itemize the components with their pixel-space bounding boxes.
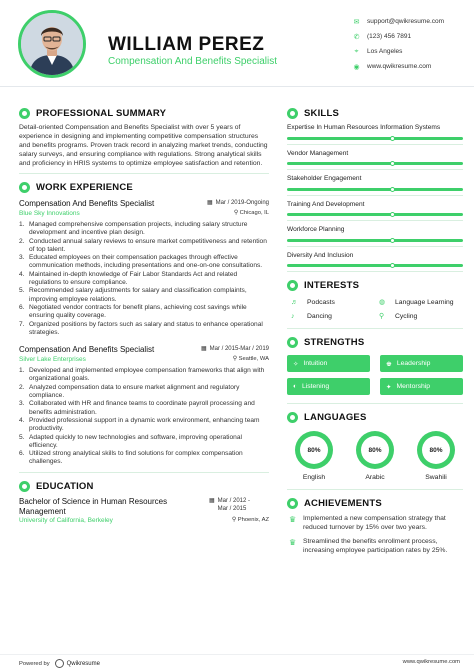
- globe-icon: ◍: [379, 299, 386, 306]
- powered-by-text: Powered by: [19, 660, 50, 667]
- interest-item: ◍ Language Learning: [379, 298, 454, 306]
- section-bullet-icon: [19, 108, 30, 119]
- education-date-start: Mar / 2012: [217, 497, 247, 504]
- job-title: Compensation And Benefits Specialist: [19, 345, 155, 355]
- achievements-section: [287, 498, 463, 555]
- skill-divider: [287, 144, 463, 145]
- skill-divider: [287, 220, 463, 221]
- skill-level-knob: [390, 238, 395, 243]
- language-percent: 80%: [422, 436, 450, 464]
- job-date: [201, 345, 269, 352]
- languages-section: [287, 412, 463, 490]
- footer-website-link[interactable]: www.qwikresume.com: [402, 659, 460, 665]
- skill-item: [287, 150, 463, 171]
- brand-name: Qwikresume: [66, 660, 100, 667]
- skills-heading: [287, 108, 463, 119]
- profile-photo: [18, 10, 86, 78]
- page-footer: [0, 654, 474, 670]
- header-divider: [0, 86, 474, 87]
- skill-name: Diversity And Inclusion: [287, 251, 354, 259]
- skill-level-bar: [287, 264, 463, 267]
- skill-divider: [287, 246, 463, 247]
- location-icon: ⌖: [354, 47, 359, 55]
- language-item: [292, 431, 336, 481]
- contact-email[interactable]: [352, 14, 472, 29]
- language-item: [353, 431, 397, 481]
- section-bullet-icon: [19, 481, 30, 492]
- lightbulb-icon: ✧: [293, 360, 299, 368]
- strengths-heading: [287, 337, 463, 348]
- contact-phone-text: (123) 456 7891: [367, 33, 412, 40]
- education-heading-text: EDUCATION: [36, 480, 94, 492]
- list-item: 6. Utilized strong analytical skills to find solutions for complex compensation challenges.: [19, 450, 243, 466]
- section-bullet-icon: [287, 498, 298, 509]
- avatar-illustration: [21, 13, 83, 75]
- skill-level-knob: [390, 263, 395, 268]
- bicycle-icon: ⚲: [379, 313, 385, 320]
- achievement-item: [287, 538, 463, 555]
- skill-item: [287, 226, 463, 247]
- section-bullet-icon: [287, 280, 298, 291]
- job-date-text: Mar / 2019-Ongoing: [215, 199, 269, 206]
- strengths-list: [287, 355, 463, 395]
- contact-phone[interactable]: [352, 29, 472, 44]
- skill-level-bar: [287, 137, 463, 140]
- list-item: 6. Negotiated vendor contracts for benefit plans, achieving cost savings while ensuring quality coverage.: [19, 303, 247, 320]
- language-percent: 80%: [361, 436, 389, 464]
- achievement-text: Streamlined the benefits enrollment process, increasing employee participation rates by 25%.: [303, 538, 448, 554]
- experience-heading-text: WORK EXPERIENCE: [36, 182, 133, 193]
- location-pin-icon: ⚲: [232, 356, 239, 363]
- section-divider: [287, 403, 463, 404]
- job-location-text: Chicago, IL: [239, 210, 269, 216]
- job-date-text: Mar / 2015-Mar / 2019: [209, 345, 269, 352]
- job-title: Compensation And Benefits Specialist: [19, 199, 155, 208]
- contact-website[interactable]: [352, 59, 472, 74]
- mentor-icon: ✦: [386, 383, 392, 391]
- interest-item: ⚲ Cycling: [379, 312, 418, 320]
- languages-heading: [287, 412, 463, 423]
- candidate-title: Compensation And Benefits Specialist: [108, 56, 277, 67]
- achievement-item: [287, 515, 463, 532]
- section-divider: [287, 489, 463, 490]
- experience-section: [19, 182, 269, 473]
- qwikresume-logo-icon: [55, 659, 64, 668]
- contact-location: [352, 44, 472, 59]
- skill-divider: [287, 169, 463, 170]
- skill-name: Expertise In Human Resources Information Systems: [287, 124, 441, 131]
- calendar-icon: ▦: [206, 200, 213, 206]
- experience-heading: [19, 182, 269, 193]
- contact-list: [352, 14, 472, 74]
- section-divider: [19, 173, 269, 174]
- skill-level-knob: [390, 187, 395, 192]
- list-item: 1. Managed comprehensive compensation projects, including salary structure development and incentive plan design.: [19, 221, 248, 237]
- location-pin-icon: ⚲: [231, 516, 238, 523]
- skill-level-bar: [287, 239, 463, 242]
- list-item: 4. Maintained in-depth knowledge of Fair Labor Standards Act and related regulations to ensure compliance.: [19, 270, 238, 287]
- language-percent: 80%: [300, 436, 328, 464]
- trophy-icon: ♛: [289, 515, 297, 524]
- language-ring: [295, 431, 333, 469]
- section-divider: [287, 328, 463, 329]
- language-name: English: [302, 474, 326, 481]
- education-location: [232, 517, 269, 524]
- job-company: Blue Sky Innovations: [19, 210, 80, 217]
- job-entry: [19, 345, 269, 467]
- skill-item: [287, 175, 463, 196]
- skill-level-bar: [287, 213, 463, 216]
- skill-divider: [287, 271, 463, 272]
- ear-icon: ◐: [293, 383, 297, 390]
- interests-section: [287, 280, 463, 329]
- skill-name: Workforce Planning: [287, 226, 345, 233]
- education-date: ▦ Mar / 2012 - Mar / 2015: [209, 497, 269, 517]
- contact-location-text: Los Angeles: [367, 48, 403, 55]
- strengths-section: [287, 337, 463, 404]
- summary-heading: [19, 108, 269, 119]
- education-heading: [19, 481, 269, 492]
- interest-item: ♬ Podcasts: [291, 298, 335, 306]
- skills-section: [287, 108, 463, 272]
- skill-item: [287, 201, 463, 222]
- summary-section: [19, 108, 269, 174]
- calendar-icon: ▦: [200, 346, 207, 353]
- contact-email-text: support@qwikresume.com: [367, 18, 445, 25]
- skill-name: Vendor Management: [287, 149, 349, 157]
- strength-badge: ◐ Listening: [287, 378, 370, 395]
- skill-item: [287, 124, 463, 145]
- location-pin-icon: ⚲: [233, 210, 240, 216]
- strength-badge: ✦ Mentorship: [380, 378, 463, 395]
- list-item: 7. Organized positions by factors such as salary and status to enhance operational strategies.: [19, 320, 263, 336]
- skill-divider: [287, 195, 463, 196]
- education-location-text: Phoenix, AZ: [237, 516, 269, 523]
- skill-level-knob: [390, 212, 395, 217]
- list-item: 1. Developed and implemented employee compensation frameworks that align with organizational goals.: [19, 367, 265, 383]
- languages-list: [287, 431, 463, 481]
- language-name: Swahili: [425, 474, 447, 481]
- list-item: 4. Provided professional support in a dynamic work environment, enhancing team productivity.: [19, 416, 260, 433]
- language-name: Arabic: [365, 474, 385, 481]
- list-item: 2. Analyzed compensation data to ensure market alignment and regulatory compliance.: [19, 383, 240, 400]
- section-bullet-icon: [287, 412, 298, 423]
- globe-icon: ◉: [353, 63, 360, 71]
- interests-list: [287, 298, 463, 320]
- language-ring: [356, 431, 394, 469]
- skill-level-bar: [287, 162, 463, 165]
- job-location: [233, 356, 269, 363]
- section-bullet-icon: [287, 337, 298, 348]
- interest-item: ♪ Dancing: [291, 312, 332, 320]
- skill-name: Training And Development: [287, 200, 365, 208]
- interests-heading: [287, 280, 463, 291]
- list-item: 3. Collaborated with HR and finance teams to coordinate payroll processing and benefits administration.: [19, 400, 255, 416]
- powered-by: [19, 659, 100, 668]
- skills-list: [287, 124, 463, 272]
- job-company: Silver Lake Enterprises: [19, 356, 86, 364]
- podcast-icon: ♬: [291, 298, 298, 306]
- languages-heading-text: LANGUAGES: [304, 412, 367, 423]
- list-item: 5. Recommended salary adjustments for salary and classification complaints, improving employee relations.: [19, 287, 247, 303]
- language-ring: [417, 431, 455, 469]
- section-bullet-icon: [19, 182, 30, 193]
- education-degree: Bachelor of Science in Human Resources Management: [19, 496, 168, 516]
- skill-level-knob: [390, 136, 395, 141]
- contact-website-text: www.qwikresume.com: [367, 63, 432, 70]
- resume-header: [0, 0, 474, 88]
- achievements-heading: [287, 498, 463, 509]
- skill-item: [287, 252, 463, 273]
- job-bullets: [19, 367, 269, 467]
- email-icon: ✉: [353, 18, 360, 26]
- education-date-end: Mar / 2015: [217, 505, 247, 512]
- strengths-heading-text: STRENGTHS: [304, 337, 365, 348]
- interests-heading-text: INTERESTS: [304, 280, 360, 291]
- calendar-icon: ▦: [209, 497, 215, 504]
- section-divider: [19, 472, 269, 473]
- strength-badge: ♚ Leadership: [380, 355, 463, 372]
- summary-text: Detail-oriented Compensation and Benefits Specialist with over 5 years of experience in designing and implementing competitive compensation structures and benefits programs. Proven track record in analyzing market trends, conducting salary surveys, and ensuring compliance with regulations. Strong analytical skills and proficiency in HRIS systems to optimize employee satisfaction and retention.: [19, 124, 268, 167]
- education-section: [19, 481, 269, 524]
- achievements-heading-text: ACHIEVEMENTS: [304, 498, 382, 509]
- job-location: [234, 210, 269, 217]
- job-location-text: Seattle, WA: [238, 356, 269, 363]
- job-date: [207, 199, 269, 206]
- skill-level-bar: [287, 188, 463, 191]
- education-school: University of California, Berkeley: [19, 516, 113, 524]
- achievement-text: Implemented a new compensation strategy that reduced turnover by 15% over two years.: [303, 515, 446, 531]
- skill-level-knob: [390, 161, 395, 166]
- right-column: [287, 108, 463, 555]
- phone-icon: ✆: [353, 33, 360, 41]
- candidate-name: WILLIAM PEREZ: [108, 34, 265, 55]
- skill-name: Stakeholder Engagement: [287, 175, 362, 182]
- left-column: [19, 108, 269, 524]
- trophy-icon: ♛: [289, 538, 297, 547]
- skills-heading-text: SKILLS: [304, 108, 339, 119]
- summary-heading-text: PROFESSIONAL SUMMARY: [36, 108, 167, 119]
- job-entry: [19, 199, 269, 337]
- list-item: 3. Educated employees on their compensation packages through effective communication methods, including presentations and one-on-one consultations.: [19, 254, 263, 270]
- dancing-icon: ♪: [291, 312, 295, 320]
- strength-badge: ✧ Intuition: [287, 355, 370, 372]
- list-item: 2. Conducted annual salary reviews to ensure market competitiveness and retention of top talent.: [19, 237, 267, 253]
- language-item: [414, 431, 458, 481]
- list-item: 5. Adapted quickly to new technologies and software, improving operational efficiency.: [19, 433, 242, 449]
- job-bullets: [19, 221, 269, 337]
- section-bullet-icon: [287, 108, 298, 119]
- leadership-icon: ♚: [386, 360, 392, 368]
